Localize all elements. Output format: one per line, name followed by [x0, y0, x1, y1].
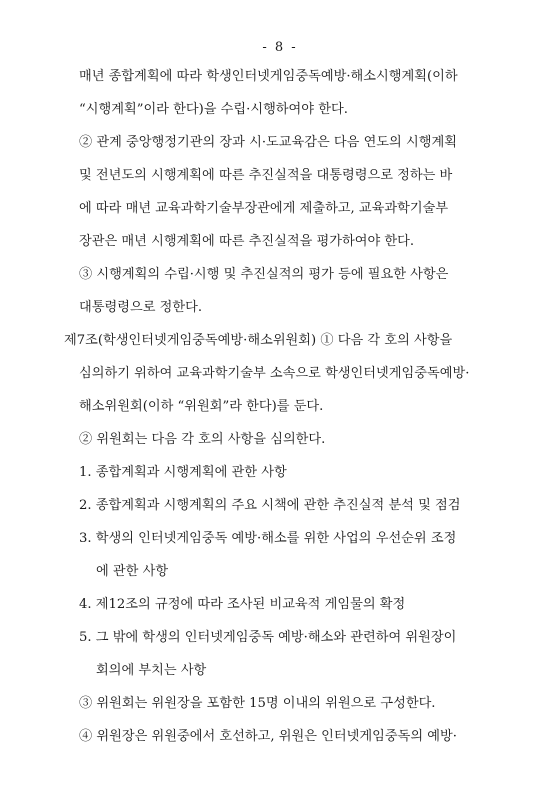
paragraph-3: ③ 위원회는 위원장을 포함한 15명 이내의 위원으로 구성한다.: [79, 696, 436, 711]
text-line: 대통령령으로 정한다.: [79, 300, 203, 315]
paragraph-4: ④ 위원장은 위원중에서 호선하고, 위원은 인터넷게임중독의 예방·: [79, 729, 457, 744]
text-line: 심의하기 위하여 교육과학기술부 소속으로 학생인터넷게임중독예방·: [79, 366, 470, 381]
list-item-5-cont: 회의에 부치는 사항: [96, 663, 207, 678]
text-line: 해소위원회(이하 “위원회”라 한다)를 둔다.: [79, 399, 324, 414]
paragraph-3: ③ 시행계획의 수립·시행 및 추진실적의 평가 등에 필요한 사항은: [79, 267, 449, 282]
list-item-3: 3. 학생의 인터넷게임중독 예방·해소를 위한 사업의 우선순위 조정: [79, 531, 457, 546]
text-line: “시행계획”이라 한다)을 수립·시행하여야 한다.: [79, 102, 348, 117]
text-line: 매년 종합계획에 따라 학생인터넷게임중독예방·해소시행계획(이하: [79, 69, 458, 84]
list-item-1: 1. 종합계획과 시행계획에 관한 사항: [79, 465, 287, 480]
page-number: - 8 -: [262, 40, 298, 55]
paragraph-2: ② 관계 중앙행정기관의 장과 시·도교육감은 다음 연도의 시행계획: [79, 135, 457, 150]
list-item-5: 5. 그 밖에 학생의 인터넷게임중독 예방·해소와 관련하여 위원장이: [79, 630, 457, 645]
text-line: 장관은 매년 시행계획에 따른 추진실적을 평가하여야 한다.: [79, 234, 415, 249]
list-item-3-cont: 에 관한 사항: [96, 564, 169, 579]
text-line: 에 따라 매년 교육과학기술부장관에게 제출하고, 교육과학기술부: [79, 201, 449, 216]
list-item-2: 2. 종합계획과 시행계획의 주요 시책에 관한 추진실적 분석 및 점검: [79, 498, 461, 513]
text-line: 및 전년도의 시행계획에 따른 추진실적을 대통령령으로 정하는 바: [79, 168, 453, 183]
article-7-heading: 제7조(학생인터넷게임중독예방·해소위원회) ① 다음 각 호의 사항을: [64, 333, 453, 348]
paragraph-2: ② 위원회는 다음 각 호의 사항을 심의한다.: [79, 432, 326, 447]
list-item-4: 4. 제12조의 규정에 따라 조사된 비교육적 게임물의 확정: [79, 597, 406, 612]
